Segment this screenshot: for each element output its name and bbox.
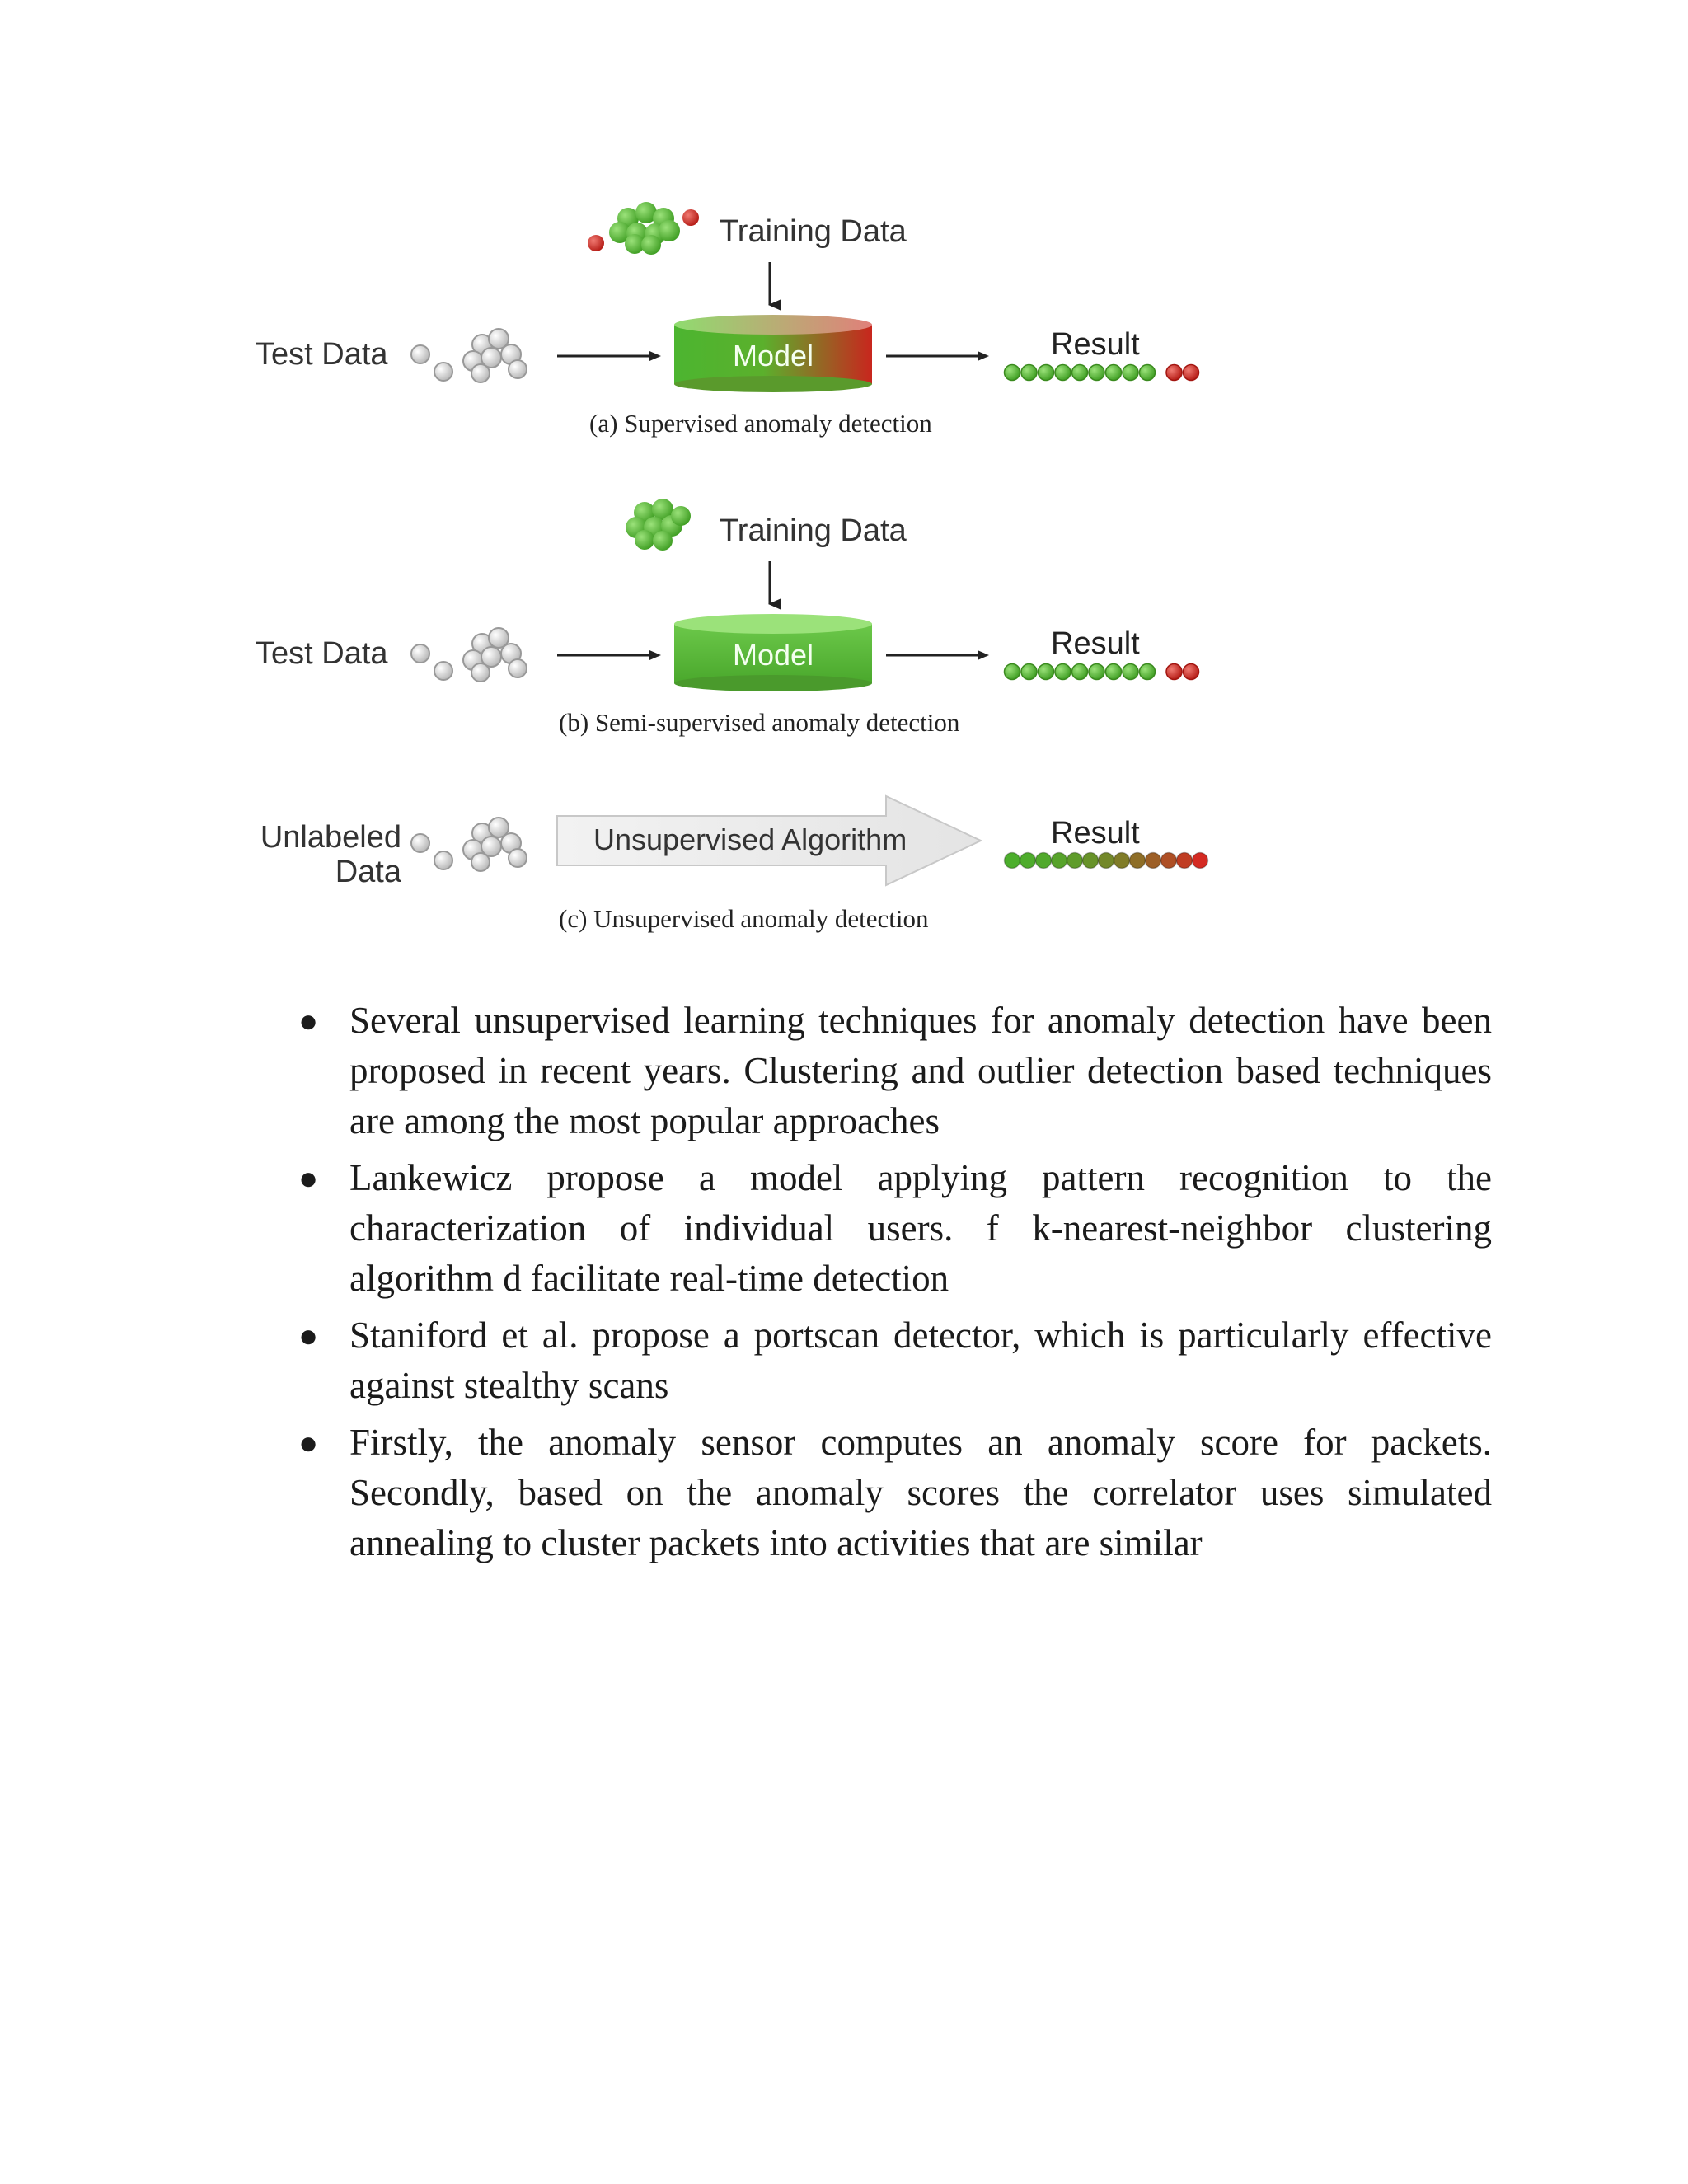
normal-result-point (1072, 664, 1088, 680)
training-data-cluster-icon (626, 499, 691, 551)
normal-result-point (1123, 365, 1138, 381)
graded-result-point (1036, 853, 1052, 869)
model-cylinder (674, 614, 872, 691)
normal-result-point (1055, 365, 1071, 381)
test-data-label: Test Data (256, 636, 388, 671)
graded-result-point (1020, 853, 1036, 869)
graded-result-point (1146, 853, 1161, 869)
normal-result-point (1055, 664, 1071, 680)
anomaly-result-point (1166, 365, 1182, 381)
result-label: Result (1051, 327, 1140, 362)
panel-supervised (256, 202, 1199, 438)
test-data-cluster-icon (411, 818, 527, 871)
graded-result-point (1005, 853, 1020, 869)
graded-result-point (1161, 853, 1177, 869)
normal-result-point (1106, 365, 1122, 381)
training-data-label: Training Data (720, 513, 907, 548)
list-item-text: Several unsupervised learning techniques for anomaly detection have been proposed in recent years. Clustering and outlier detection based techniques are among the most popular approaches (349, 1000, 1492, 1141)
list-item (288, 996, 1492, 1146)
normal-result-point (1005, 664, 1020, 680)
graded-result-point (1052, 853, 1067, 869)
graded-result-point (1177, 853, 1193, 869)
normal-result-point (1140, 365, 1156, 381)
caption-c: (c) Unsupervised anomaly detection (559, 904, 929, 933)
model-label: Model (732, 638, 814, 672)
test-data-label: Test Data (256, 337, 388, 372)
normal-result-point (1072, 365, 1088, 381)
normal-result-point (1021, 664, 1037, 680)
bullet-icon: ● (298, 1317, 319, 1354)
graded-result-point (1099, 853, 1114, 869)
result-points (1005, 853, 1208, 869)
panel-semi-supervised (256, 499, 1199, 737)
unsupervised-algorithm-label: Unsupervised Algorithm (593, 823, 907, 856)
anomaly-result-point (1166, 664, 1182, 680)
result-label: Result (1051, 816, 1140, 851)
result-points (1005, 664, 1199, 680)
normal-result-point (1039, 365, 1054, 381)
bullet-icon: ● (298, 1002, 319, 1039)
normal-result-point (1089, 664, 1104, 680)
list-item (288, 1153, 1492, 1304)
bullet-list (288, 996, 1492, 1575)
unsupervised-algorithm-arrow (557, 796, 981, 885)
anomaly-result-point (1184, 664, 1199, 680)
unlabeled-data-label-line2: Data (335, 855, 401, 889)
model-cylinder (674, 315, 872, 392)
list-item-text: Staniford et al. propose a portscan detector, which is particularly effective against stealthy scans (349, 1315, 1492, 1406)
normal-result-point (1039, 664, 1054, 680)
caption-b: (b) Semi-supervised anomaly detection (559, 708, 960, 737)
model-label: Model (732, 339, 814, 373)
graded-result-point (1193, 853, 1208, 869)
graded-result-point (1130, 853, 1146, 869)
list-item (288, 1418, 1492, 1568)
graded-result-point (1114, 853, 1130, 869)
unlabeled-data-label: Unlabeled (260, 820, 401, 855)
normal-result-point (1005, 365, 1020, 381)
list-item-text: Firstly, the anomaly sensor computes an anomaly score for packets. Secondly, based on the anomaly scores the correlator uses simulated annealing to cluster packets into activities that are similar (349, 1422, 1492, 1563)
test-data-cluster-icon (411, 329, 527, 382)
training-data-cluster-icon (588, 202, 699, 255)
normal-result-point (1089, 365, 1104, 381)
training-data-label: Training Data (720, 214, 907, 249)
bullet-icon: ● (298, 1160, 319, 1197)
anomaly-result-point (1184, 365, 1199, 381)
panel-unsupervised (260, 796, 1208, 933)
list-item (288, 1310, 1492, 1411)
list-item-text: Lankewicz propose a model applying pattern recognition to the characterization of individual users. f k-nearest-neighbor clustering algorithm d facilitate real-time detection (349, 1157, 1492, 1299)
result-label: Result (1051, 626, 1140, 661)
test-data-cluster-icon (411, 628, 527, 682)
normal-result-point (1140, 664, 1156, 680)
graded-result-point (1083, 853, 1099, 869)
bullet-icon: ● (298, 1424, 319, 1461)
normal-result-point (1021, 365, 1037, 381)
caption-a: (a) Supervised anomaly detection (589, 409, 932, 438)
anomaly-detection-figure (0, 0, 1688, 972)
result-points (1005, 365, 1199, 381)
normal-result-point (1123, 664, 1138, 680)
normal-result-point (1106, 664, 1122, 680)
graded-result-point (1067, 853, 1083, 869)
